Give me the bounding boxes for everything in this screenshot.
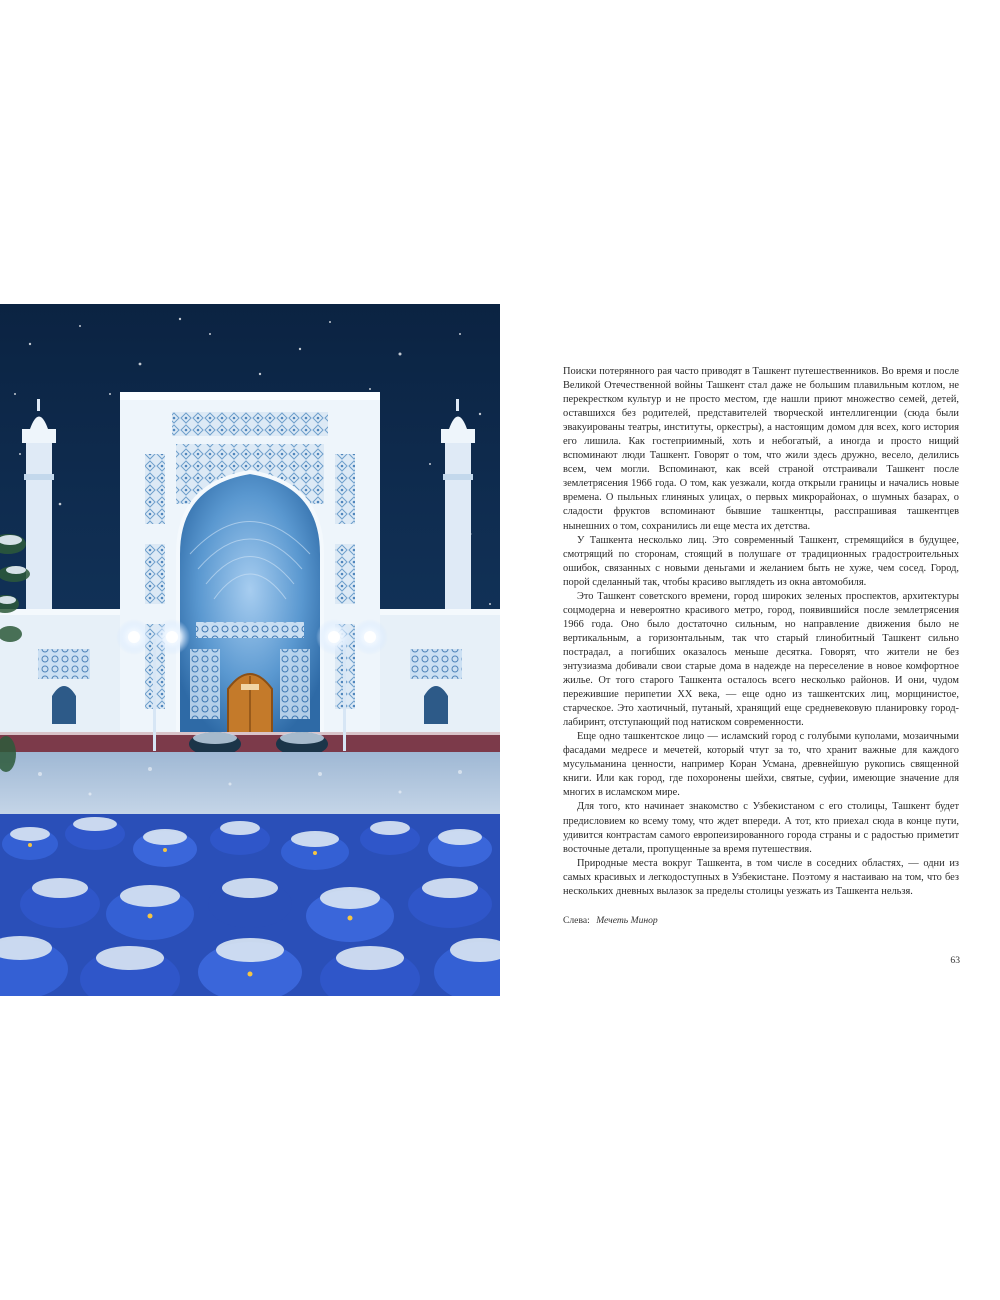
body-text xyxy=(563,365,959,899)
photo-caption xyxy=(563,915,658,926)
page-number: 63 xyxy=(950,955,960,966)
paragraph: Поиски потерянного рая часто приводят в Ташкент путешественников. Во время и после Великой Отечественной войны Ташкент стал даже не большим плавильным котлом, не перекрестком культур и не просто местом, где нашли приют множество семей, детей, оставшихся без родителей, представителей творческой интеллигенции (сюда были эвакуированы театры, институты, оркестры), а настоящим домом для всех, кого история его лишила. Как гостеприимный, хоть и небогатый, а иногда и просто нищий вспоминают люди Ташкент. Говорят о том, что жили здесь дружно, весело, делились всем, чем могли. Вспоминают, как всей страной отстраивали Ташкент после землетрясения 1966 года. О том, как уезжали, когда открыли границы и начались новые времена. О пыльных глиняных улицах, о первых микрорайонах, о шумных базарах, о сладости фруктов вспоминают бывшие ташкентцы, расспрашивая ташкентцев нынешних о том, сохранились ли еще места их детства. xyxy=(563,366,959,532)
book-spread xyxy=(0,304,1000,996)
mosque-photo xyxy=(0,304,500,996)
paragraph: Это Ташкент советского времени, город широких зеленых проспектов, архитектуры соцмодерна и невероятно красивого метро, город, появившийся после землетрясения 1966 года. Оно было достаточно сильным, но направление движения было не вертикальным, а горизонтальным, так что старый глинобитный Ташкент сильно пострадал, а погибших оказалось меньше десятка. Говорят, что жители не без энтузиазма добивали свои старые дома в надежде на переселение в новое комфортное жилье. От того старого Ташкента осталось всего несколько районов. И они, чудом пережившие перипетии XX века, — еще одно из ташкентских лиц, морщинистое, старческое. Это хаотичный, путаный, хранящий еще средневековую планировку город-лабиринт, отступающий под натиском современности. xyxy=(563,590,959,729)
caption-text: Мечеть Минор xyxy=(596,915,658,926)
paragraph: Природные места вокруг Ташкента, в том числе в соседних областях, — одни из самых красивых и легкодоступных в Узбекистане. Поэтому я настаиваю на том, что без нескольких дневных вылазок за пределы столицы уезжать из Ташкента нельзя. xyxy=(563,857,959,897)
paragraph: Еще одно ташкентское лицо — исламский город с голубыми куполами, мозаичными фасадами медресе и мечетей, который чтут за то, что хранит важные для каждого мусульманина ценности, например Коран Усмана, древнейшую рукопись священной книги. Или как город, где похоронены шейхи, святые, суфии, имеющие значение для многих в исламском мире. xyxy=(563,731,959,799)
caption-label: Слева: xyxy=(563,915,590,926)
paragraph: У Ташкента несколько лиц. Это современный Ташкент, стремящийся в будущее, смотрящий по сторонам, стоящий в полушаге от традиционных градостроительных ошибок, связанных с новыми деньгами и желанием быть не хуже, чем сосед. Город, порой сделанный так, чтобы красиво выглядеть из окна автомобиля. xyxy=(563,534,959,588)
paragraph: Для того, кто начинает знакомство с Узбекистаном с его столицы, Ташкент будет предисловием ко всему тому, что ждет впереди. А тот, кто приехал сюда в конце пути, удивится контрастам самого европеизированного города страны и с радостью приметит восточные детали, пропущенные за время путешествия. xyxy=(563,801,959,855)
text-page xyxy=(500,304,1000,996)
